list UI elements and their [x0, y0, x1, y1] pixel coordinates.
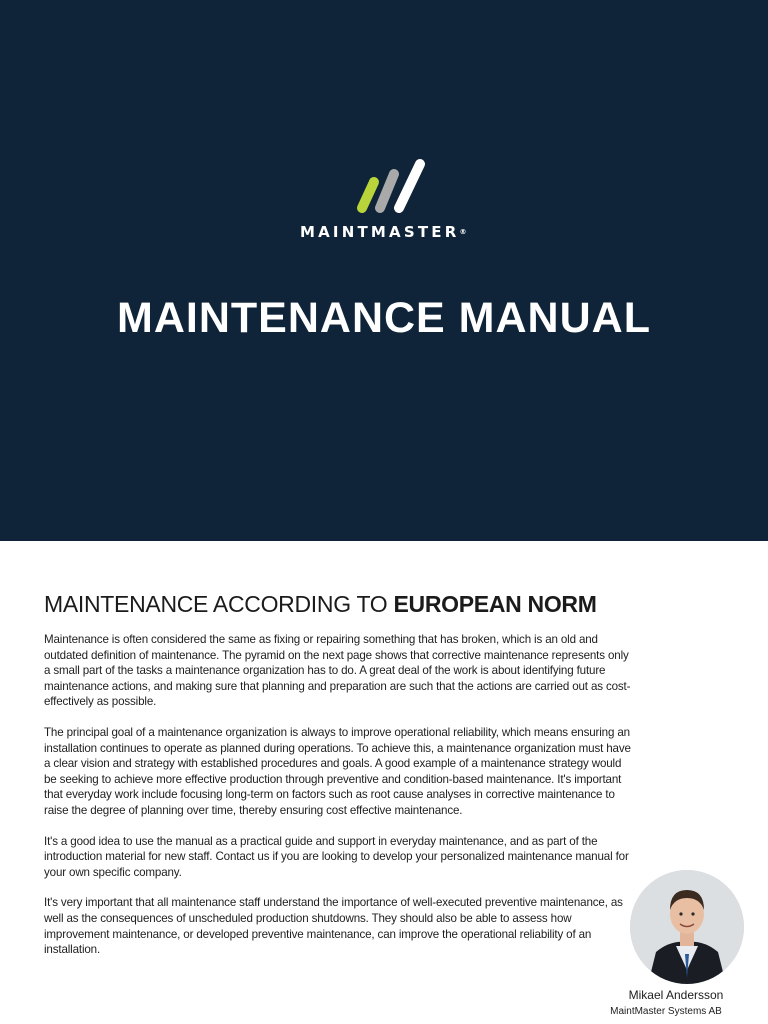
paragraph-2: The principal goal of a maintenance organization is always to improve operational reliability, which means ensuring an installation continues to operate as planned during operations. To achieve this, a maintenance organization must have a clear vision and strategy with established procedures and goals. A good example of a maintenance strategy would be seeking to achieve more effective production through preventive and condition-based maintenance. It's important that everyday work include focusing long-term on factors such as root cause analyses in corrective maintenance to raise the degree of planning over time, thereby ensuring cost effective maintenance.: [44, 725, 631, 817]
paragraph-4: It's very important that all maintenance staff understand the importance of well-executed preventive maintenance, as well as the consequences of unscheduled production shutdowns. They should also be able to assess how improvement maintenance, or developed preventive maintenance, can improve the operational reliability of an installation.: [44, 896, 623, 957]
author-avatar: [630, 870, 744, 984]
article: [44, 588, 634, 973]
page-title: MAINTENANCE MANUAL: [117, 294, 651, 342]
paragraph-3: It's a good idea to use the manual as a practical guide and support in everyday maintenance, and as part of the introduction material for new staff. Contact us if you are looking to develop your personalized maintenance manual for your own specific company.: [44, 834, 629, 879]
author-name: Mikael Andersson: [628, 988, 724, 1002]
paragraph-1: Maintenance is often considered the same as fixing or repairing something that has broken, which is an old and outdated definition of maintenance. The pyramid on the next page shows that corrective maintenance represents only a small part of the tasks a maintenance organization has to do. A great deal of the work is about identifying future maintenance actions, and making sure that planning and preparation are such that the actions are carried out as cost-effectively as possible.: [44, 633, 631, 709]
brand-wordmark: MAINTMASTER®: [300, 223, 467, 241]
author-company: MaintMaster Systems AB: [610, 1006, 722, 1017]
section-heading: MAINTENANCE ACCORDING TO EUROPEAN NORM: [44, 591, 597, 617]
maintmaster-logo-icon: [350, 158, 430, 218]
